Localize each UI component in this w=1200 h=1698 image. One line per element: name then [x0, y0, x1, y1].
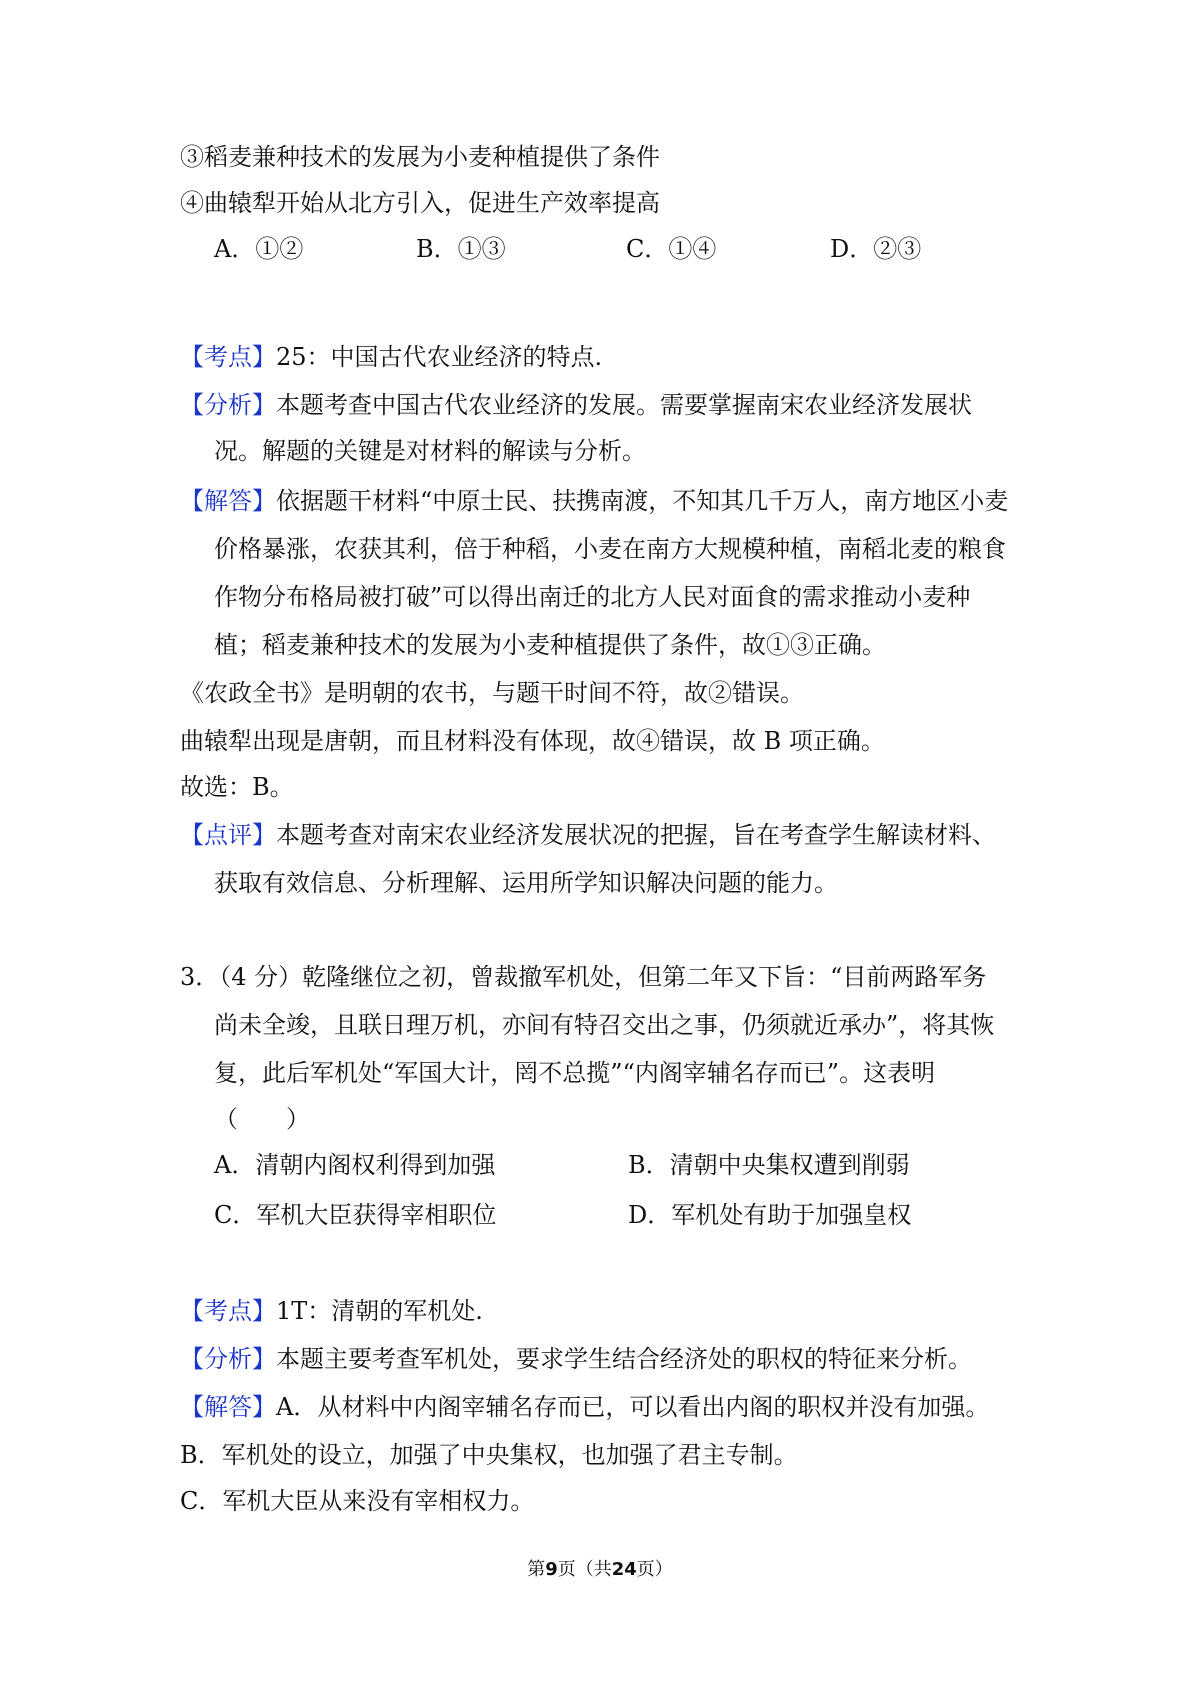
- footer-middle: 页（共: [557, 1559, 612, 1580]
- q3-jieda-text-3: C．军机大臣从来没有宰相权力。: [180, 1487, 535, 1515]
- dianping-tag: 【点评】: [180, 821, 276, 849]
- choice-d: D．②③: [830, 235, 922, 263]
- q3-choice-d: D．军机处有助于加强皇权: [628, 1201, 912, 1229]
- kaodian-tag: 【考点】: [180, 343, 276, 371]
- q3-kaodian-tag: 【考点】: [180, 1297, 276, 1325]
- q3-stem-2: 尚未全竣，且联日理万机，亦间有特召交出之事，仍须就近承办”，将其恢: [214, 1011, 995, 1039]
- footer-prefix: 第: [527, 1559, 546, 1580]
- fenxi-line: [180, 388, 972, 422]
- q3-fenxi-tag: 【分析】: [180, 1345, 276, 1373]
- jieda-text-5: 《农政全书》是明朝的农书，与题干时间不符，故②错误。: [180, 679, 804, 707]
- q3-stem-3: 复，此后军机处“军国大计，罔不总揽”“内阁宰辅名存而已”。这表明: [214, 1059, 936, 1087]
- q3-jieda-line: [180, 1390, 989, 1424]
- jieda-text-3: 作物分布格局被打破”可以得出南迁的北方人民对面食的需求推动小麦种: [214, 583, 971, 611]
- q3-kaodian-line: [180, 1294, 483, 1328]
- option-4: ④曲辕犁开始从北方引入，促进生产效率提高: [180, 189, 660, 217]
- jieda-text-2: 价格暴涨，农获其利，倍于种稻，小麦在南方大规模种植，南稻北麦的粮食: [214, 535, 1006, 563]
- fenxi-text: 本题考查中国古代农业经济的发展。需要掌握南宋农业经济发展状: [276, 391, 972, 419]
- footer-total-pages: 24: [611, 1559, 637, 1580]
- kaodian-text: 25：中国古代农业经济的特点.: [276, 343, 603, 371]
- jieda-text-4: 植；稻麦兼种技术的发展为小麦种植提供了条件，故①③正确。: [214, 631, 886, 659]
- footer-page-number: 9: [545, 1559, 558, 1580]
- q3-stem-1: 3．（4 分）乾隆继位之初，曾裁撤军机处，但第二年又下旨：“目前两路军务: [180, 963, 987, 991]
- q3-choice-c: C．军机大臣获得宰相职位: [214, 1201, 497, 1229]
- jieda-tag: 【解答】: [180, 487, 276, 515]
- fenxi-tag: 【分析】: [180, 391, 276, 419]
- dianping-line: [180, 818, 996, 852]
- q3-fenxi-text: 本题主要考查军机处，要求学生结合经济处的职权的特征来分析。: [276, 1345, 972, 1373]
- kaodian-line: [180, 340, 602, 374]
- q3-jieda-text-2: B．军机处的设立，加强了中央集权，也加强了君主专制。: [180, 1441, 798, 1469]
- q3-kaodian-text: 1T：清朝的军机处.: [276, 1297, 483, 1325]
- dianping-text-2: 获取有效信息、分析理解、运用所学知识解决问题的能力。: [214, 869, 838, 897]
- q3-jieda-tag: 【解答】: [180, 1393, 276, 1421]
- jieda-text-6: 曲辕犁出现是唐朝，而且材料没有体现，故④错误，故 B 项正确。: [180, 727, 885, 755]
- footer-suffix: 页）: [636, 1559, 673, 1580]
- answer-line: 故选：B。: [180, 773, 294, 801]
- choice-b: B．①③: [416, 235, 506, 263]
- q3-fenxi-line: [180, 1342, 972, 1376]
- jieda-text: 依据题干材料“中原士民、扶携南渡，不知其几千万人，南方地区小麦: [276, 487, 1009, 515]
- jieda-line: [180, 484, 1008, 518]
- option-3: ③稻麦兼种技术的发展为小麦种植提供了条件: [180, 143, 660, 171]
- q3-choice-a: A．清朝内阁权利得到加强: [214, 1151, 496, 1179]
- choice-a: A．①②: [214, 235, 304, 263]
- page-footer: [0, 1558, 1200, 1582]
- q3-choice-b: B．清朝中央集权遭到削弱: [628, 1151, 910, 1179]
- dianping-text: 本题考查对南宋农业经济发展状况的把握，旨在考查学生解读材料、: [276, 821, 996, 849]
- q3-stem-4: （ ）: [214, 1105, 310, 1133]
- fenxi-text-cont: 况。解题的关键是对材料的解读与分析。: [214, 437, 646, 465]
- choice-c: C．①④: [626, 235, 717, 263]
- q3-jieda-text: A．从材料中内阁宰辅名存而已，可以看出内阁的职权并没有加强。: [276, 1393, 990, 1421]
